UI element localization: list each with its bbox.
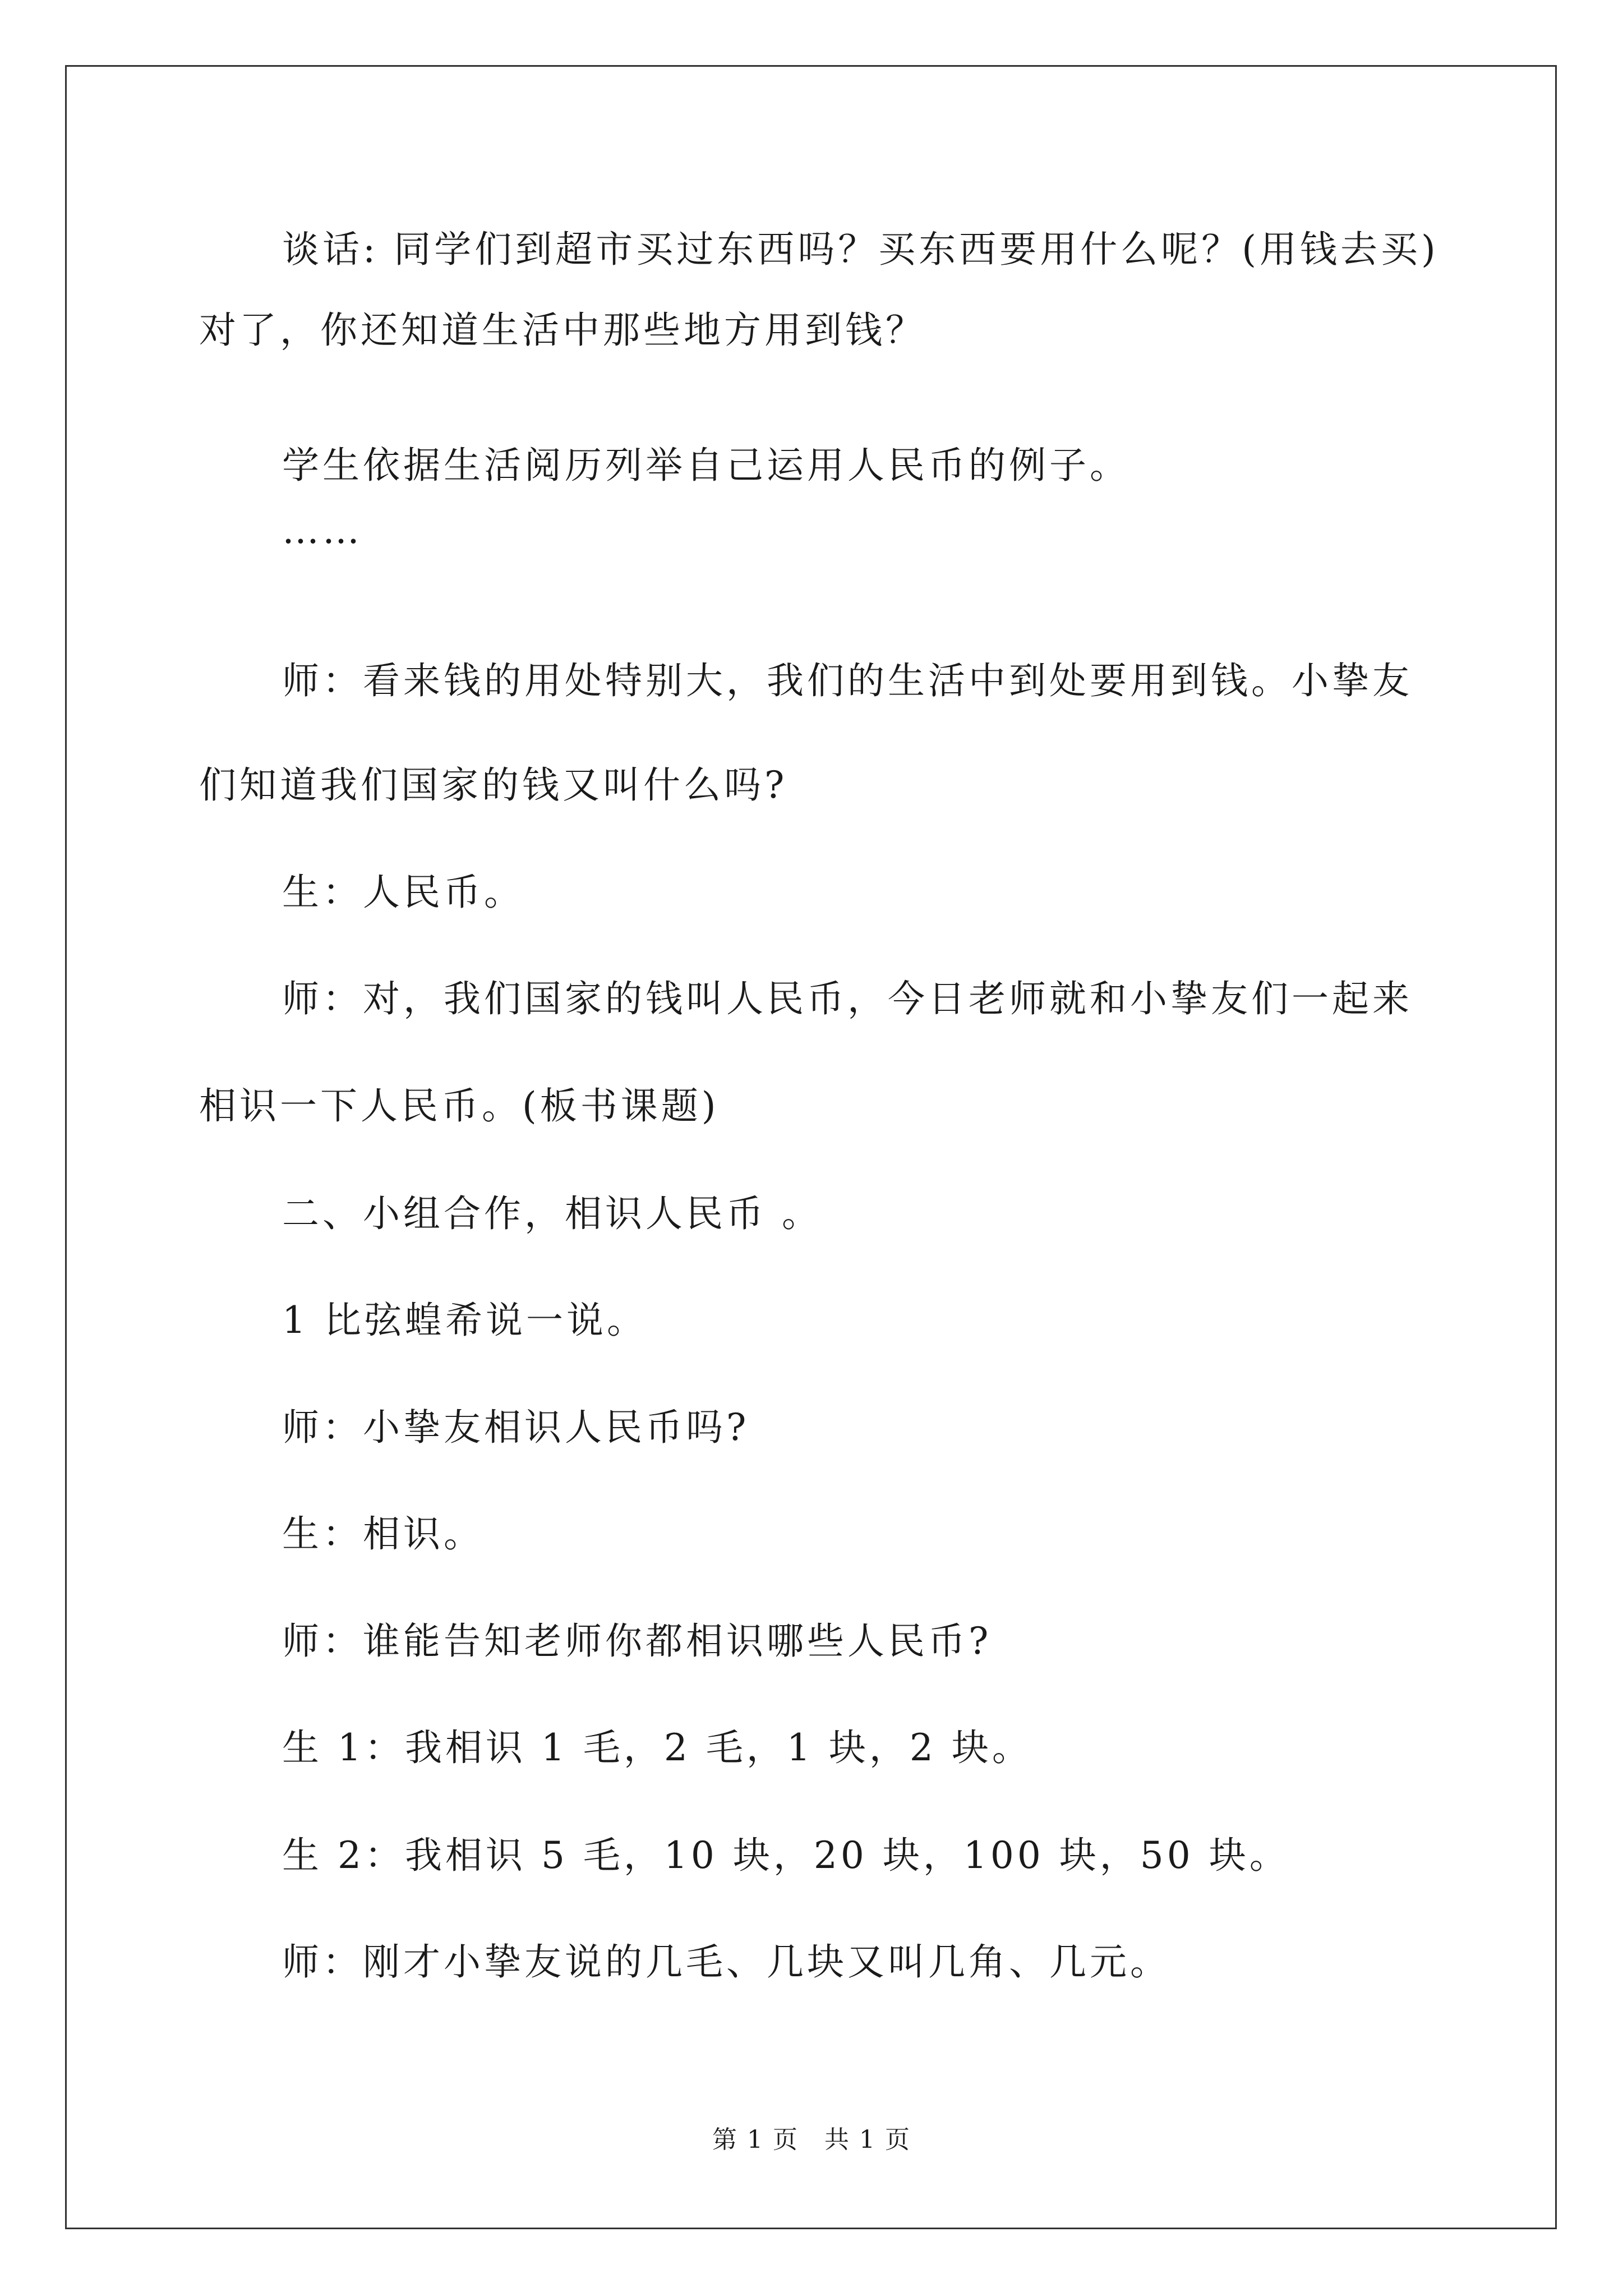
paragraph: 师：谁能告知老师你都相识哪些人民币?: [282, 1619, 992, 1663]
page-border: [65, 65, 1557, 2229]
paragraph: 生 1：我相识 1 毛，2 毛，1 块，2 块。: [282, 1726, 1032, 1769]
paragraph: 对了，你还知道生活中那些地方用到钱？: [199, 309, 926, 352]
paragraph: 生：人民币。: [282, 871, 524, 914]
ellipsis-paragraph: ……: [282, 509, 363, 552]
paragraph: 学生依据生活阅历列举自己运用人民币的例子。: [282, 444, 1130, 487]
section-heading: 二、小组合作，相识人民币 。: [282, 1192, 822, 1235]
paragraph: 生 2：我相识 5 毛，10 块，20 块，100 块，50 块。: [282, 1834, 1290, 1877]
paragraph: 们知道我们国家的钱又叫什么吗?: [199, 763, 788, 807]
paragraph: 相识一下人民币。(板书课题): [199, 1084, 720, 1128]
page-footer: 第 1 页 共 1 页: [712, 2125, 911, 2154]
paragraph: 1 比弦蝗希说一说。: [282, 1299, 647, 1342]
paragraph: 师：小挚友相识人民币吗?: [282, 1406, 750, 1449]
paragraph: 师：看来钱的用处特别大，我们的生活中到处要用到钱。小挚友: [282, 659, 1413, 702]
paragraph: 谈话: 同学们到超市买过东西吗？买东西要用什么呢？(用钱去买): [282, 228, 1439, 271]
paragraph: 师：对，我们国家的钱叫人民币，今日老师就和小挚友们一起来: [282, 977, 1413, 1020]
paragraph: 师：刚才小挚友说的几毛、几块又叫几角、几元。: [282, 1940, 1170, 1984]
paragraph: 生：相识。: [282, 1512, 484, 1556]
